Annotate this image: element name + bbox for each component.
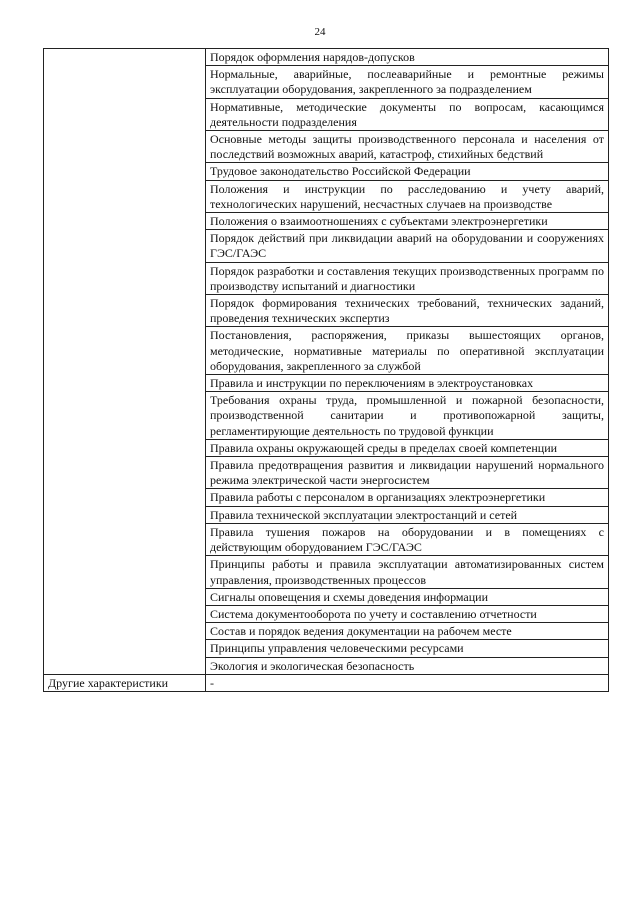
knowledge-item: Нормальные, аварийные, послеаварийные и ремонтные режимы эксплуатации оборудования, закрепленного за подразделением: [206, 66, 609, 98]
knowledge-item: Положения и инструкции по расследованию и учету аварий, технологических нарушений, несчастных случаев на производстве: [206, 180, 609, 212]
table-row: [44, 49, 609, 66]
requirements-table-body: [44, 49, 609, 692]
knowledge-item: Состав и порядок ведения документации на рабочем месте: [206, 623, 609, 640]
requirements-table: [43, 48, 609, 692]
knowledge-item: Порядок разработки и составления текущих производственных программ по производству испытаний и диагностики: [206, 262, 609, 294]
knowledge-item: Правила и инструкции по переключениям в электроустановках: [206, 375, 609, 392]
knowledge-item: Экология и экологическая безопасность: [206, 657, 609, 674]
knowledge-item: Порядок оформления нарядов-допусков: [206, 49, 609, 66]
knowledge-item: Правила технической эксплуатации электростанций и сетей: [206, 506, 609, 523]
knowledge-item: Принципы работы и правила эксплуатации автоматизированных систем управления, производственных процессов: [206, 556, 609, 588]
knowledge-item: Порядок действий при ликвидации аварий на оборудовании и сооружениях ГЭС/ГАЭС: [206, 230, 609, 262]
knowledge-item: Трудовое законодательство Российской Федерации: [206, 163, 609, 180]
knowledge-item: Правила предотвращения развития и ликвидации нарушений нормального режима электрической части энергосистем: [206, 457, 609, 489]
knowledge-item: Правила работы с персоналом в организациях электроэнергетики: [206, 489, 609, 506]
knowledge-item: Принципы управления человеческими ресурсами: [206, 640, 609, 657]
knowledge-item: Постановления, распоряжения, приказы вышестоящих органов, методические, нормативные материалы по оперативной эксплуатации оборудования, закрепленного за службой: [206, 327, 609, 375]
knowledge-item: Основные методы защиты производственного персонала и населения от последствий возможных аварий, катастроф, стихийных бедствий: [206, 131, 609, 163]
knowledge-item: Сигналы оповещения и схемы доведения информации: [206, 588, 609, 605]
knowledge-item: Правила тушения пожаров на оборудовании и в помещениях с действующим оборудованием ГЭС/ГАЭС: [206, 523, 609, 555]
left-column-blank-cell: [44, 49, 206, 675]
knowledge-item: Нормативные, методические документы по вопросам, касающимся деятельности подразделения: [206, 98, 609, 130]
knowledge-item: Требования охраны труда, промышленной и пожарной безопасности, производственной санитарии и противопожарной защиты, регламентирующие деятельность по трудовой функции: [206, 392, 609, 440]
other-characteristics-value: -: [206, 674, 609, 691]
knowledge-item: Система документооборота по учету и составлению отчетности: [206, 605, 609, 622]
page-number: 24: [314, 26, 326, 38]
knowledge-item: Правила охраны окружающей среды в пределах своей компетенции: [206, 439, 609, 456]
other-characteristics-label: Другие характеристики: [44, 674, 206, 691]
table-row-other: [44, 674, 609, 691]
knowledge-item: Положения о взаимоотношениях с субъектами электроэнергетики: [206, 213, 609, 230]
knowledge-item: Порядок формирования технических требований, технических заданий, проведения технических экспертиз: [206, 295, 609, 327]
